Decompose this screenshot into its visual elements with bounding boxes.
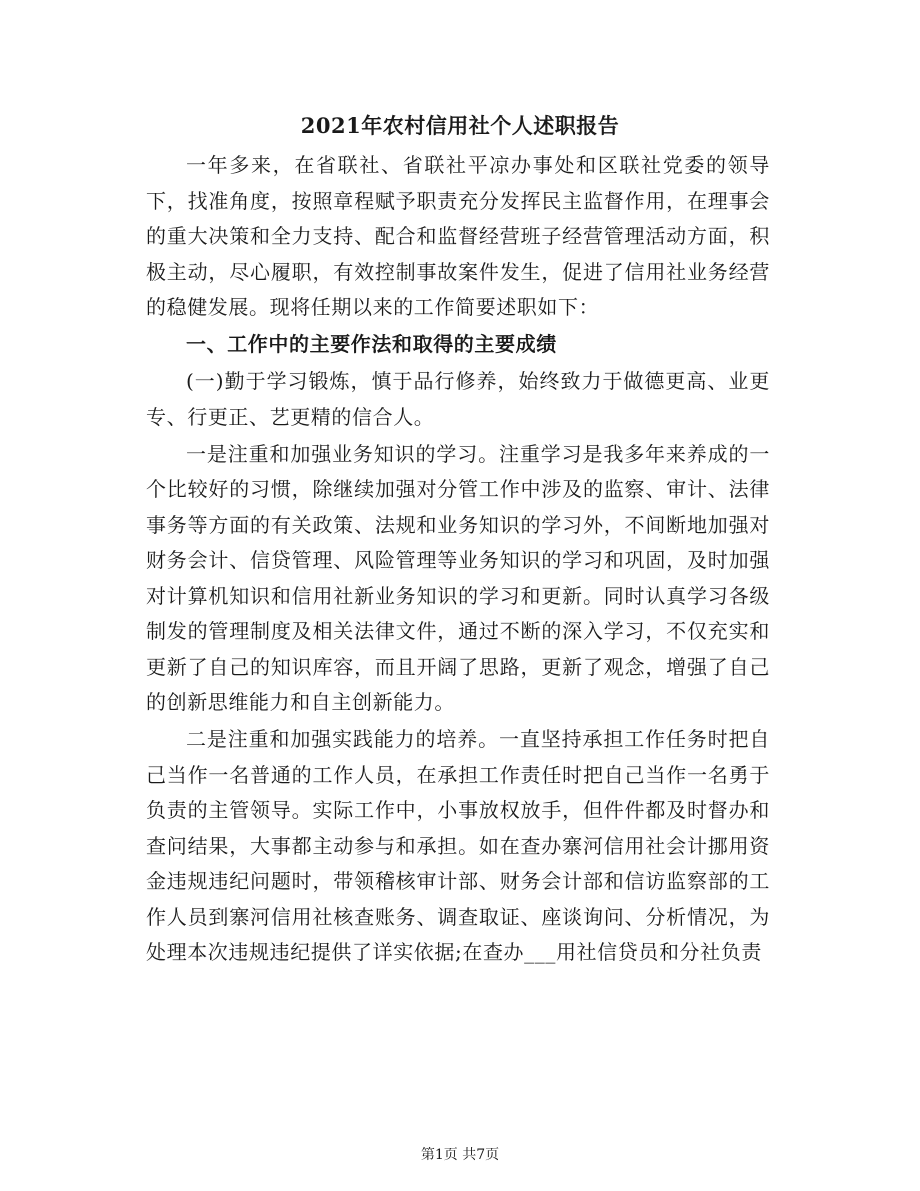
paragraph-intro: 一年多来，在省联社、省联社平凉办事处和区联社党委的领导下，找准角度，按照章程赋予职责充分发挥民主监督作用，在理事会的重大决策和全力支持、配合和监督经营班子经营管理活动方面，积极主动，尽心履职，有效控制事故案件发生，促进了信用社业务经营的稳健发展。现将任期以来的工作简要述职如下： xyxy=(146,153,770,319)
page-number-footer: 第1页 共7页 xyxy=(420,1147,500,1163)
paragraph-study: 一是注重和加强业务知识的学习。注重学习是我多年来养成的一个比较好的习惯，除继续加强对分管工作中涉及的监察、审计、法律事务等方面的有关政策、法规和业务知识的学习外，不间断地加强对财务会计、信贷管理、风险管理等业务知识的学习和巩固，及时加强对计算机知识和信用社新业务知识的学习和更新。同时认真学习各级制发的管理制度及相关法律文件，通过不断的深入学习，不仅充实和更新了自己的知识库容，而且开阔了思路，更新了观念，增强了自己的创新思维能力和自主创新能力。 xyxy=(146,441,770,714)
document-body xyxy=(146,148,770,971)
subsection-heading: (一)勤于学习锻炼，慎于品行修养，始终致力于做德更高、业更专、行更正、艺更精的信合人。 xyxy=(146,369,770,429)
section-heading: 一、工作中的主要作法和取得的主要成绩 xyxy=(186,332,557,356)
document-title: 2021年农村信用社个人述职报告 xyxy=(300,113,620,138)
paragraph-practice: 二是注重和加强实践能力的培养。一直坚持承担工作任务时把自己当作一名普通的工作人员，在承担工作责任时把自己当作一名勇于负责的主管领导。实际工作中，小事放权放手，但件件都及时督办和查问结果，大事都主动参与和承担。如在查办寨河信用社会计挪用资金违规违纪问题时，带领稽核审计部、财务会计部和信访监察部的工作人员到寨河信用社核查账务、调查取证、座谈询问、分析情况，为处理本次违规违纪提供了详实依据;在查办___用社信贷员和分社负责 xyxy=(146,727,770,964)
